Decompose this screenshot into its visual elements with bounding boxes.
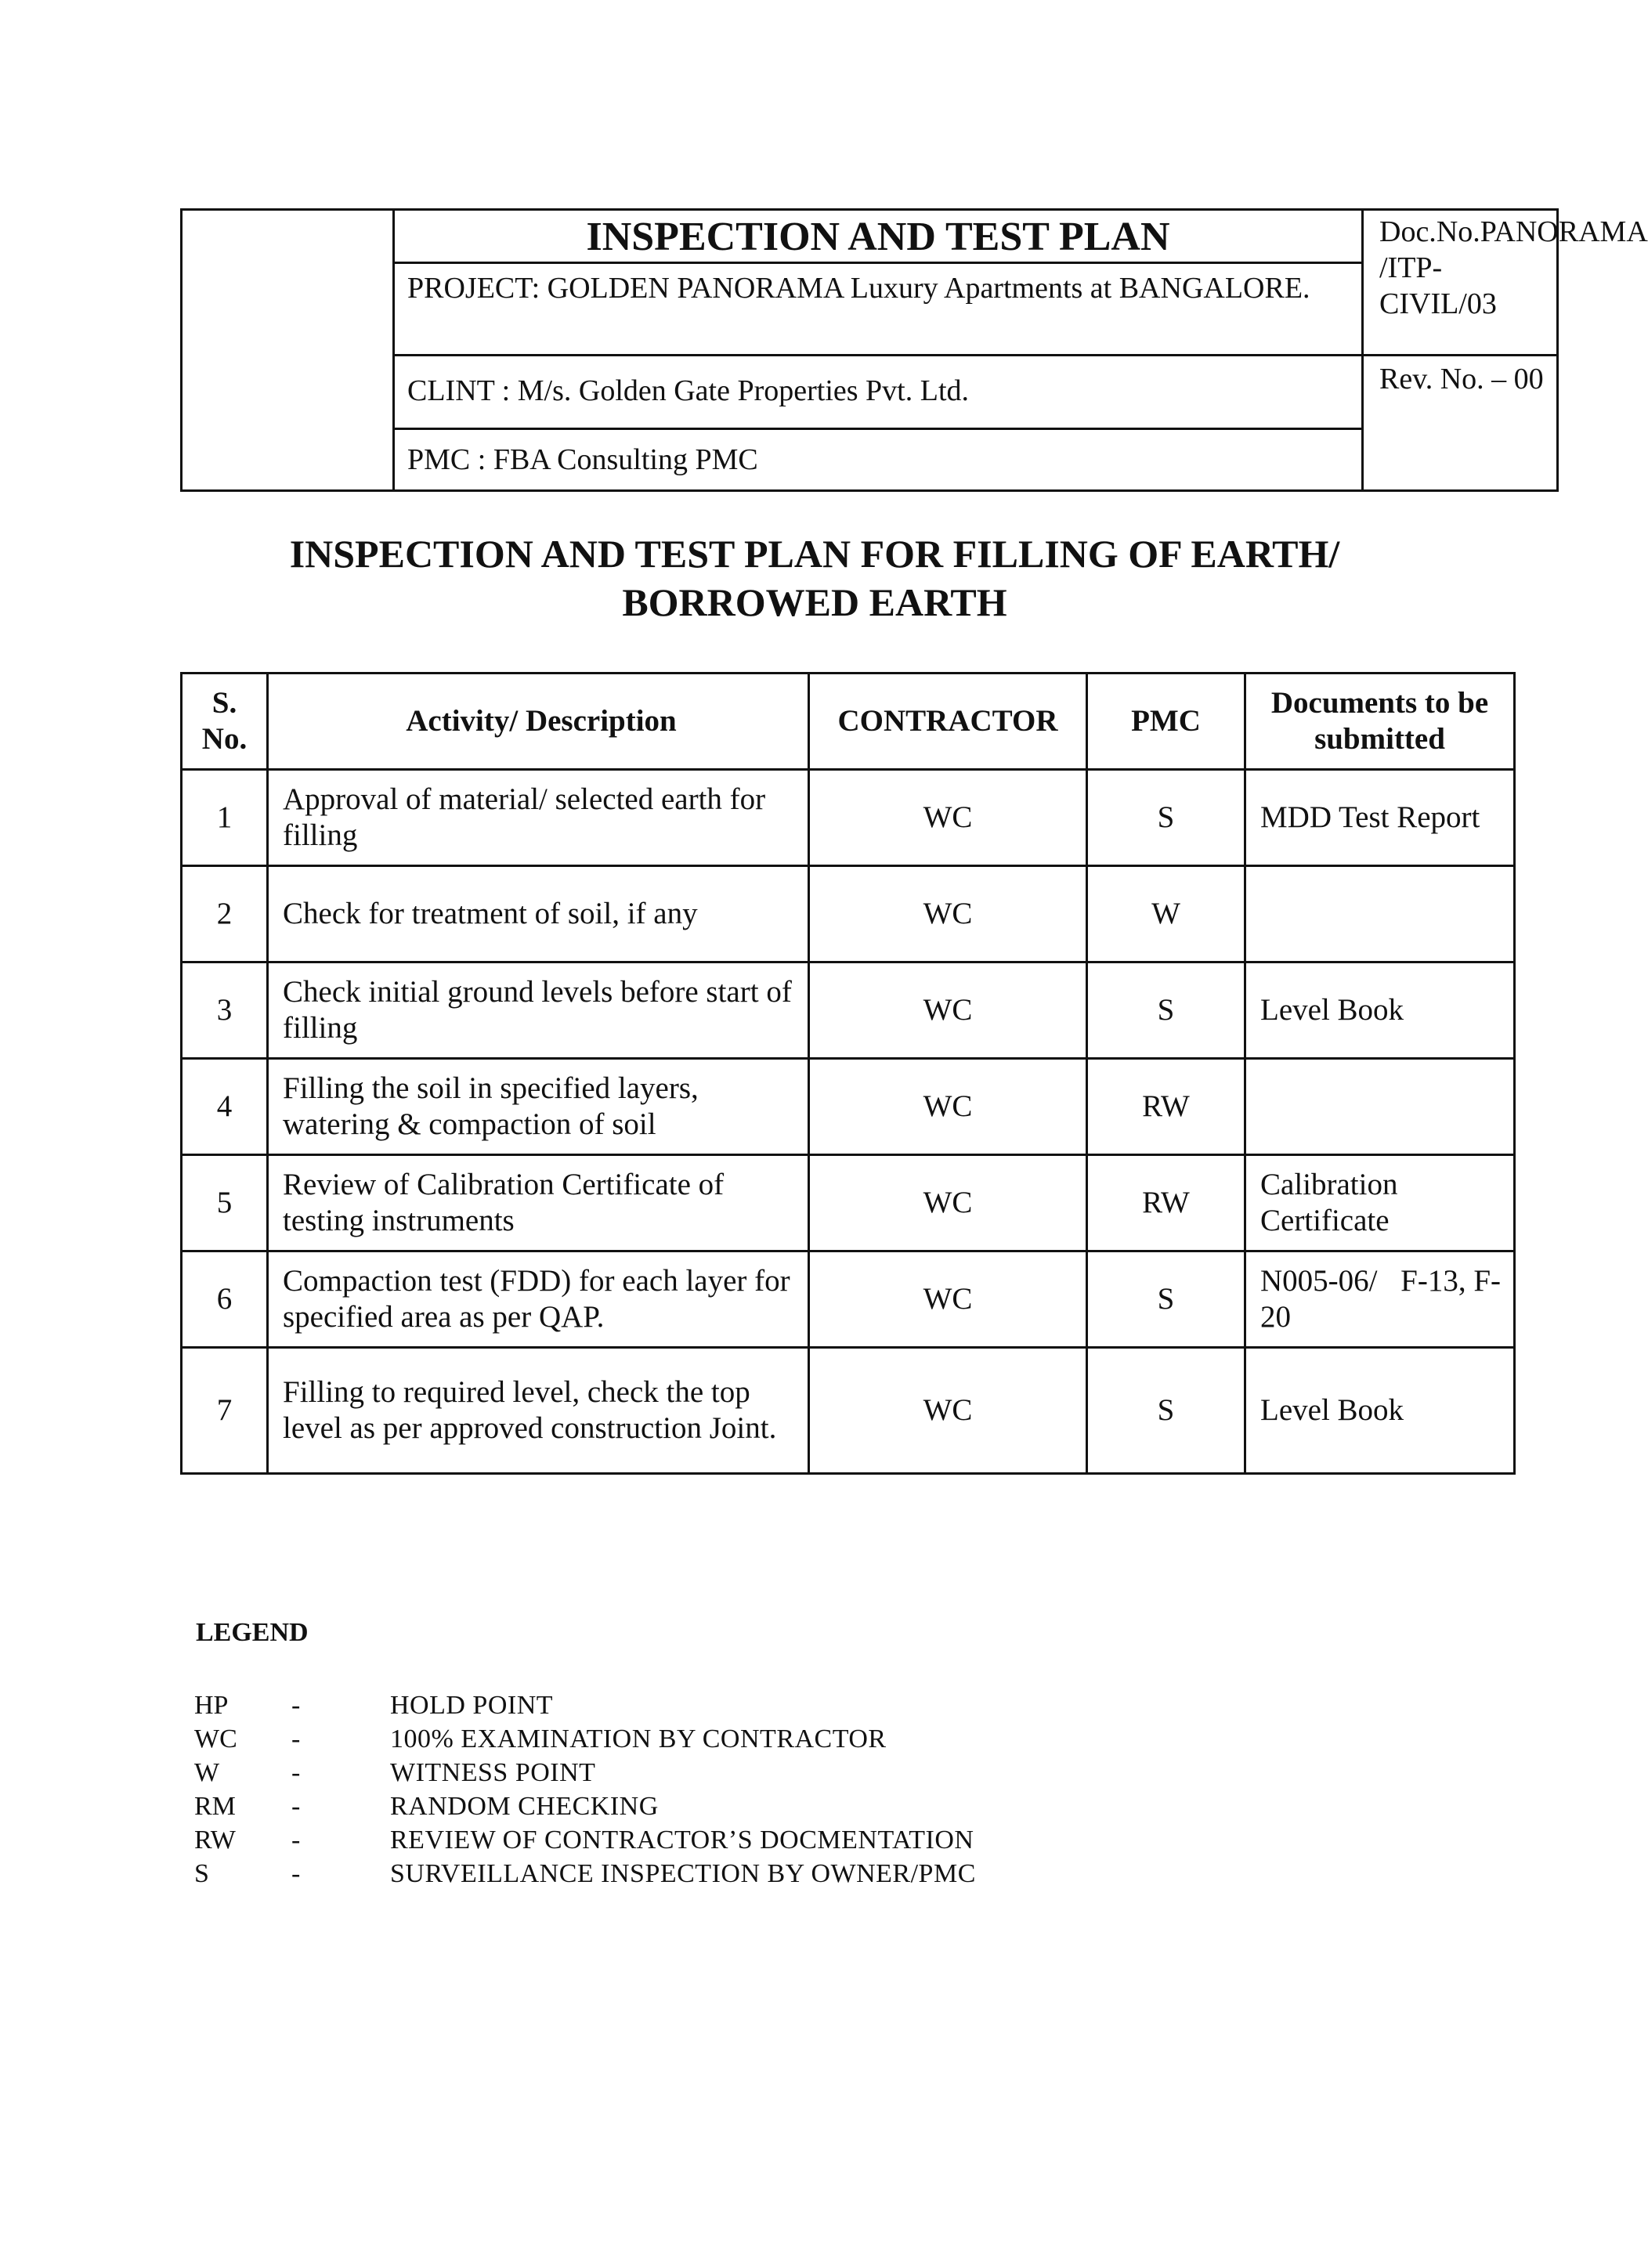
header-documents: Documents to be submitted [1245,674,1515,770]
legend-item [194,1722,976,1756]
cell-sno: 5 [182,1155,268,1251]
header-right [1364,211,1648,489]
legend-description: RANDOM CHECKING [390,1792,659,1821]
legend-item [194,1789,976,1823]
cell-activity: Compaction test (FDD) for each layer for specified area as per QAP. [268,1251,809,1348]
legend-item [194,1756,976,1789]
cell-activity: Check for treatment of soil, if any [268,866,809,962]
cell-pmc: S [1087,770,1245,866]
logo-cell [183,211,395,489]
legend-description: SURVEILLANCE INSPECTION BY OWNER/PMC [390,1859,976,1888]
cell-activity: Review of Calibration Certificate of testing instruments [268,1155,809,1251]
cell-activity: Check initial ground levels before start of filling [268,962,809,1059]
legend-title: LEGEND [196,1618,309,1647]
legend-dash: - [291,1826,301,1854]
cell-pmc: W [1087,866,1245,962]
table-row [182,866,1515,962]
itp-table [180,672,1516,1475]
doc-number-label-a: Doc. [1379,215,1437,248]
legend-code: W [194,1758,220,1787]
cell-contractor: WC [809,770,1087,866]
doc-number-value: /ITP-CIVIL/03 [1379,251,1497,320]
legend-item [194,1688,976,1722]
cell-activity: Filling to required level, check the top level as per approved construction Joint. [268,1348,809,1474]
legend-description: WITNESS POINT [390,1758,596,1787]
table-row [182,1251,1515,1348]
legend-code: RW [194,1826,236,1854]
cell-pmc: S [1087,1348,1245,1474]
legend-item [194,1823,976,1857]
table-row [182,1348,1515,1474]
cell-documents [1245,866,1515,962]
cell-sno: 6 [182,1251,268,1348]
cell-sno: 4 [182,1059,268,1155]
cell-sno: 3 [182,962,268,1059]
cell-pmc: S [1087,1251,1245,1348]
cell-documents-part-c: 20 [1260,1300,1291,1334]
legend-description: HOLD POINT [390,1691,554,1720]
revision-number: Rev. No. – 00 [1379,363,1544,395]
header-title: INSPECTION AND TEST PLAN [395,211,1361,264]
cell-contractor: WC [809,866,1087,962]
header-sno: S. No. [182,674,268,770]
header-pmc: PMC [1087,674,1245,770]
legend-dash: - [291,1859,301,1888]
cell-sno: 7 [182,1348,268,1474]
cell-documents: Calibration Certificate [1245,1155,1515,1251]
project-name: PROJECT: GOLDEN PANORAMA Luxury Apartments at BANGALORE. [395,264,1361,356]
pmc-name: PMC : FBA Consulting PMC [407,443,758,476]
page-title [180,529,1449,627]
table-row [182,962,1515,1059]
table-row [182,1155,1515,1251]
table-header-row [182,674,1515,770]
legend-dash: - [291,1724,301,1753]
cell-contractor: WC [809,1251,1087,1348]
cell-documents [1245,1251,1515,1348]
cell-activity: Approval of material/ selected earth for filling [268,770,809,866]
cell-contractor: WC [809,1348,1087,1474]
cell-pmc: RW [1087,1155,1245,1251]
page-title-line2: BORROWED EARTH [622,580,1007,624]
document-header [180,208,1648,492]
legend-item [194,1857,976,1891]
legend-dash: - [291,1758,301,1787]
page-title-line1: INSPECTION AND TEST PLAN FOR FILLING OF EARTH/ [289,532,1340,576]
client-name: CLINT : M/s. Golden Gate Properties Pvt. Ltd. [395,356,1361,430]
cell-pmc: S [1087,962,1245,1059]
cell-documents: Level Book [1245,962,1515,1059]
cell-documents: MDD Test Report [1245,770,1515,866]
legend-list [194,1688,976,1891]
cell-activity: Filling the soil in specified layers, watering & compaction of soil [268,1059,809,1155]
cell-contractor: WC [809,962,1087,1059]
table-row [182,770,1515,866]
legend-description: REVIEW OF CONTRACTOR’S DOCMENTATION [390,1826,974,1854]
header-center [395,211,1364,489]
header-contractor: CONTRACTOR [809,674,1087,770]
legend-dash: - [291,1792,301,1821]
cell-contractor: WC [809,1059,1087,1155]
cell-documents-part-b: F-13, F- [1400,1264,1501,1298]
cell-documents [1245,1059,1515,1155]
cell-documents-part-a: N005-06/ [1260,1264,1378,1298]
legend-code: S [194,1859,209,1888]
cell-sno: 1 [182,770,268,866]
cell-pmc: RW [1087,1059,1245,1155]
doc-number [1364,211,1648,356]
cell-sno: 2 [182,866,268,962]
legend-code: WC [194,1724,237,1753]
legend-code: RM [194,1792,236,1821]
header-activity: Activity/ Description [268,674,809,770]
doc-number-label-c: PANORAMA [1480,215,1648,248]
legend-dash: - [291,1691,301,1720]
table-row [182,1059,1515,1155]
legend-description: 100% EXAMINATION BY CONTRACTOR [390,1724,887,1753]
legend-code: HP [194,1691,229,1720]
cell-contractor: WC [809,1155,1087,1251]
cell-documents: Level Book [1245,1348,1515,1474]
doc-number-label-b: No. [1436,215,1480,248]
